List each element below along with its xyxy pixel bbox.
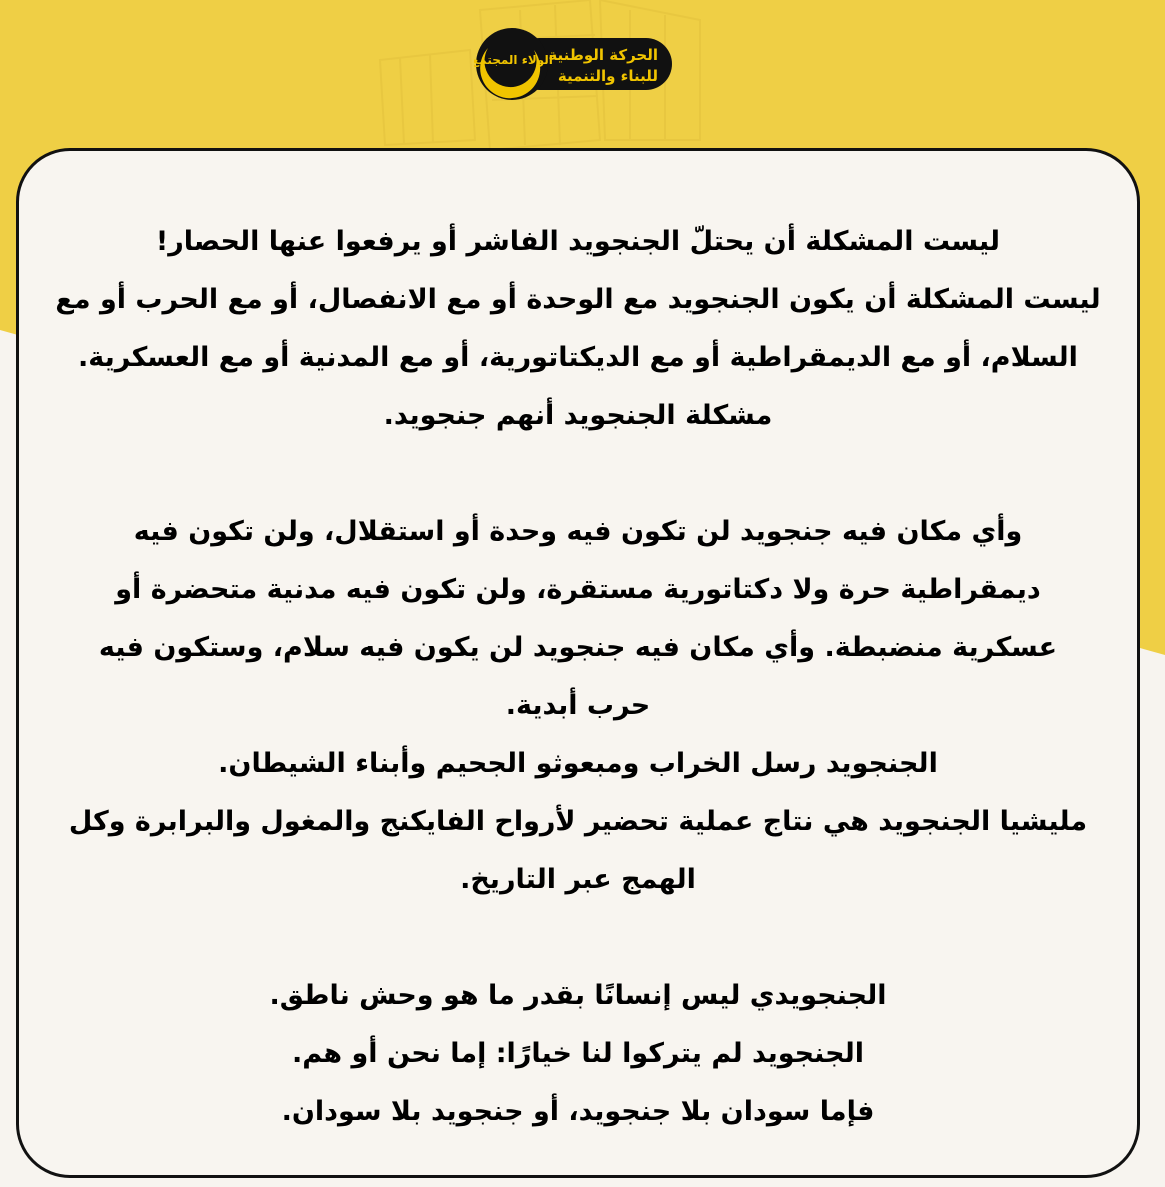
text-line: ديمقراطية حرة ولا دكتاتورية مستقرة، ولن تكون فيه مدنية متحضرة أو xyxy=(115,574,1041,605)
text-line: السلام، أو مع الديمقراطية أو مع الديكتاتورية، أو مع المدنية أو مع العسكرية. xyxy=(78,342,1078,373)
paragraph-spacer xyxy=(49,909,1107,967)
text-line: حرب أبدية. xyxy=(505,690,651,721)
text-line: مليشيا الجنجويد هي نتاج عملية تحضير لأرواح الفايكنج والمغول والبرابرة وكل xyxy=(68,806,1088,837)
text-line: مشكلة الجنجويد أنهم جنجويد. xyxy=(383,400,773,431)
paragraph-2 xyxy=(49,503,1107,909)
organization-logo xyxy=(474,26,674,102)
text-line: وأي مكان فيه جنجويد لن تكون فيه وحدة أو استقلال، ولن تكون فيه xyxy=(133,516,1023,547)
paragraph-1 xyxy=(49,213,1107,445)
text-line: الجنجويدي ليس إنسانًا بقدر ما هو وحش ناطق. xyxy=(269,980,887,1011)
statement-card xyxy=(16,148,1140,1178)
text-line: ليست المشكلة أن يكون الجنجويد مع الوحدة أو مع الانفصال، أو مع الحرب أو مع xyxy=(55,284,1101,315)
text-line: الجنجويد لم يتركوا لنا خيارًا: إما نحن أو هم. xyxy=(291,1038,865,1069)
logo-title-line2: للبناء والتنمية xyxy=(557,67,658,85)
logo-emblem-text: الولاء المجتمع xyxy=(474,53,553,67)
text-line: الهمج عبر التاريخ. xyxy=(460,864,696,895)
text-line: فإما سودان بلا جنجويد، أو جنجويد بلا سودان. xyxy=(281,1096,875,1127)
text-line: ليست المشكلة أن يحتلّ الجنجويد الفاشر أو يرفعوا عنها الحصار! xyxy=(155,226,1001,257)
text-line: الجنجويد رسل الخراب ومبعوثو الجحيم وأبناء الشيطان. xyxy=(218,748,938,779)
text-line: عسكرية منضبطة. وأي مكان فيه جنجويد لن يكون فيه سلام، وستكون فيه xyxy=(98,632,1058,663)
logo-title-line1: الحركة الوطنية xyxy=(548,46,658,64)
statement-text xyxy=(49,213,1107,1141)
paragraph-3 xyxy=(49,967,1107,1141)
paragraph-spacer xyxy=(49,445,1107,503)
